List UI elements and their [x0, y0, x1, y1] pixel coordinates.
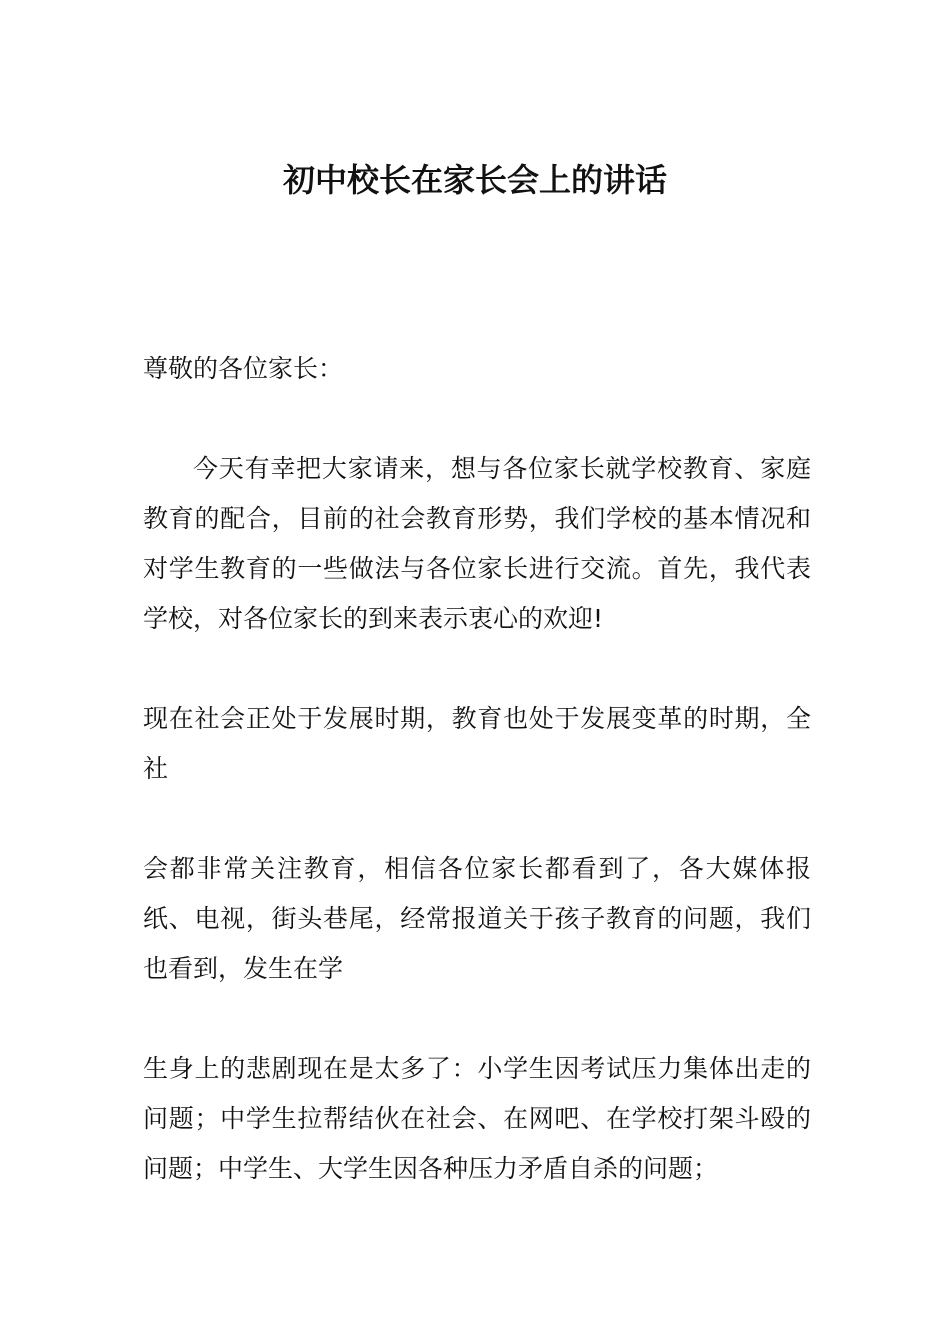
greeting: 尊敬的各位家长： — [143, 354, 344, 383]
paragraph-media: 会都非常关注教育，相信各位家长都看到了，各大媒体报纸、电视，街头巷尾，经常报道关于孩子教育的问题，我们也看到，发生在学 — [143, 854, 811, 983]
paragraph-tragedies: 生身上的悲剧现在是太多了：小学生因考试压力集体出走的问题；中学生拉帮结伙在社会、在网吧、在学校打架斗殴的问题；中学生、大学生因各种压力矛盾自杀的问题； — [143, 1054, 811, 1183]
paragraph-intro: 今天有幸把大家请来，想与各位家长就学校教育、家庭教育的配合，目前的社会教育形势，我们学校的基本情况和对学生教育的一些做法与各位家长进行交流。首先，我代表学校，对各位家长的到来表示衷心的欢迎! — [143, 454, 811, 633]
document-body — [143, 344, 811, 1244]
paragraph-society: 现在社会正处于发展时期，教育也处于发展变革的时期，全社 — [143, 704, 811, 783]
document-title: 初中校长在家长会上的讲话 — [282, 161, 667, 199]
